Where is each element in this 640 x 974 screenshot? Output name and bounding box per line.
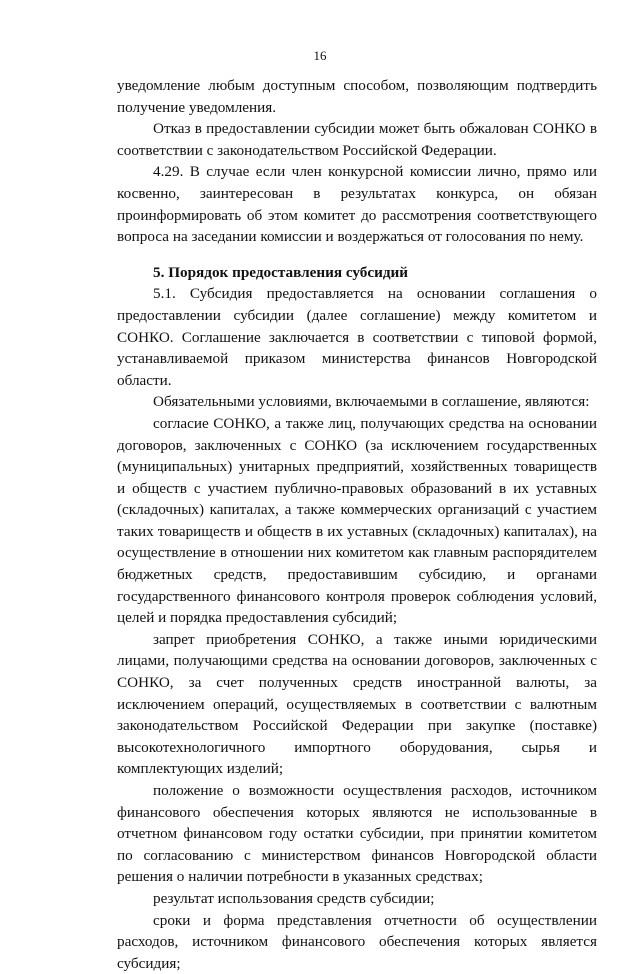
paragraph-residuals: положение о возможности осуществления расходов, источником финансового обеспечения которых являются не использованные в отчетном финансовом году остатки субсидии, при принятии комитетом по согласованию с министерством финансов Новгородской области решения о наличии потребности в указанных средствах; xyxy=(117,782,597,886)
paragraph-conditions-intro: Обязательными условиями, включаемыми в соглашение, являются: xyxy=(153,393,590,411)
page-number: 16 xyxy=(313,48,327,63)
paragraph-5-1: 5.1. Субсидия предоставляется на основании соглашения о предоставлении субсидии (далее соглашение) между комитетом и СОНКО. Соглашение заключается в соответствии с типовой формой, устанавливаемой приказом министерства финансов Новгородской области. xyxy=(117,285,597,389)
paragraph-currency-ban: запрет приобретения СОНКО, а также иными юридическими лицами, получающими средства на основании договоров, заключенных с СОНКО, за счет полученных средств иностранной валюты, за исключением операций, осуществляемых в соответствии с валютным законодательством Российской Федерации при закупке (поставке) высокотехнологичного импортного оборудования, сырья и комплектующих изделий; xyxy=(117,630,597,778)
paragraph-notification: уведомление любым доступным способом, позволяющим подтвердить получение уведомления. xyxy=(117,77,597,116)
paragraph-appeal: Отказ в предоставлении субсидии может быть обжалован СОНКО в соответствии с законодательством Российской Федерации. xyxy=(117,120,597,159)
section-heading: 5. Порядок предоставления субсидий xyxy=(153,263,409,281)
paragraph-4-29: 4.29. В случае если член конкурсной комиссии лично, прямо или косвенно, заинтересован в результатах конкурса, он обязан проинформировать об этом комитет до рассмотрения соответствующего вопроса на заседании комиссии и воздержаться от голосования по нему. xyxy=(117,163,597,246)
paragraph-consent: согласие СОНКО, а также лиц, получающих средства на основании договоров, заключенных с СОНКО (за исключением государственных (муниципальных) унитарных предприятий, хозяйственных товариществ и обществ с участием публично-правовых образований в их уставных (складочных) капиталах, а также коммерческих организаций с участием таких товариществ и обществ в их уставных (складочных) капиталах), на осуществление в отношении них комитетом как главным распорядителем бюджетных средств, предоставившим субсидию, и органами государственного финансового контроля проверок соблюдения условий, целей и порядка предоставления субсидий; xyxy=(117,414,597,627)
paragraph-reporting: сроки и форма представления отчетности об осуществлении расходов, источником финансового обеспечения которых является субсидия; xyxy=(117,911,597,972)
paragraph-result: результат использования средств субсидии; xyxy=(153,889,435,907)
document-body xyxy=(117,75,597,974)
